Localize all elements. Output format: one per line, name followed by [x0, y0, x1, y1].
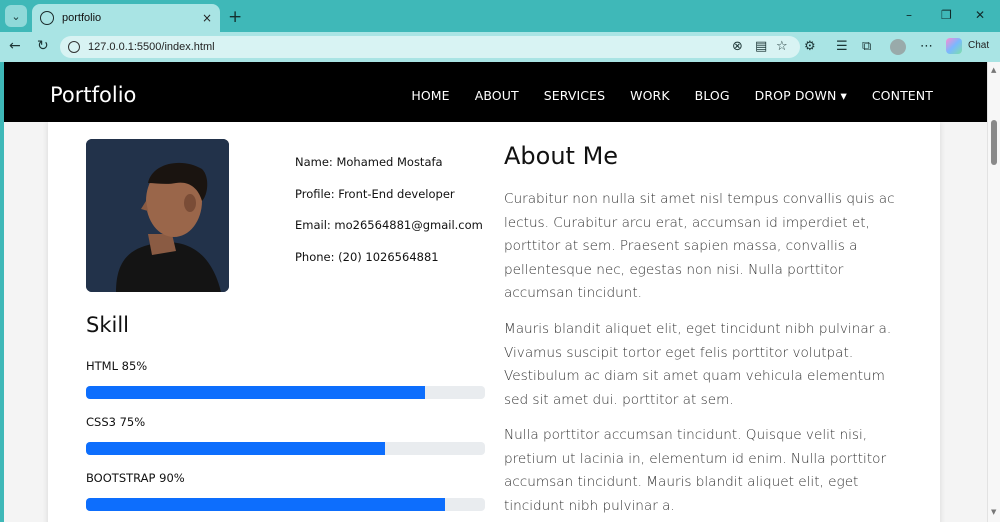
reader-view-icon[interactable]: ▤ [755, 39, 768, 54]
collections-icon[interactable]: ⧉ [862, 39, 872, 54]
skills-heading: Skill [86, 313, 129, 337]
profile-phone: Phone: (20) 1026564881 [295, 249, 439, 264]
skill-fill-css3 [86, 442, 385, 455]
skill-fill-bootstrap [86, 498, 445, 511]
site-info-icon[interactable] [68, 41, 80, 53]
skill-progress-css3 [86, 442, 485, 455]
profile-role: Profile: Front-End developer [295, 186, 455, 201]
favorite-star-icon[interactable]: ☆ [776, 39, 788, 54]
nav-dropdown[interactable]: DROP DOWN ▾ [754, 88, 847, 103]
browser-tab[interactable] [32, 4, 220, 32]
about-paragraph-3: Nulla porttitor accumsan tincidunt. Quisque velit nisi, pretium ut lacinia in, elementum id enim. Nulla porttitor accumsan tincidunt. Mauris blandit aliquet elit, eget tincidunt nibh pulvinar a. [504, 427, 887, 514]
skill-label-css3: CSS3 75% [86, 415, 146, 429]
tab-list-button[interactable] [5, 5, 27, 27]
url-field[interactable] [60, 36, 800, 58]
chat-button[interactable]: Chat [968, 40, 990, 51]
skill-label-html: HTML 85% [86, 359, 148, 373]
profile-name: Name: Mohamed Mostafa [295, 155, 443, 169]
tab-title: portfolio [62, 12, 102, 24]
favorites-icon[interactable]: ☰ [836, 39, 848, 54]
nav-home[interactable]: HOME [411, 88, 450, 103]
profile-info [295, 155, 483, 281]
close-window-button[interactable]: ✕ [975, 8, 986, 22]
extensions-icon[interactable]: ⚙ [804, 39, 816, 54]
nav-content[interactable]: CONTENT [871, 88, 933, 103]
scroll-down-icon[interactable]: ▼ [991, 508, 997, 516]
skill-fill-html [86, 386, 425, 399]
scroll-up-icon[interactable]: ▲ [991, 66, 997, 74]
about-card [48, 122, 940, 522]
copilot-icon[interactable] [946, 38, 962, 54]
about-paragraph-2: Mauris blandit aliquet elit, eget tincidunt nibh pulvinar a. Vivamus suscipit tortor eget felis porttitor volutpat. Vestibulum ac diam sit amet quam vehicula elementum sed sit amet dui. porttitor at sem. [504, 321, 892, 408]
nav-services[interactable]: SERVICES [543, 88, 606, 103]
about-paragraph-1: Curabitur non nulla sit amet nisl tempus convallis quis ac lectus. Curabitur arcu erat, accumsan id imperdiet et, porttitor at sem. Praesent sapien massa, convallis a pellentesque nec, egestas non nisi. Nulla porttitor accumsan tincidunt. [504, 191, 895, 302]
skill-progress-html [86, 386, 485, 399]
new-tab-button[interactable]: + [228, 7, 243, 27]
profile-photo [86, 139, 229, 292]
page-scrollbar[interactable] [987, 62, 1000, 522]
globe-icon [40, 11, 54, 25]
browser-tab-bar [0, 0, 1000, 32]
site-brand[interactable]: Portfolio [50, 83, 137, 107]
page-viewport [4, 62, 987, 522]
tab-close-icon[interactable]: × [201, 11, 212, 25]
nav-about[interactable]: ABOUT [474, 88, 519, 103]
profile-portrait [86, 139, 229, 292]
chevron-down-icon: ⌄ [11, 9, 21, 23]
nav-blog[interactable]: BLOG [694, 88, 730, 103]
scrollbar-thumb[interactable] [991, 120, 997, 165]
translate-icon[interactable]: ⊗ [732, 39, 743, 54]
more-menu-icon[interactable]: ⋯ [920, 39, 933, 54]
minimize-button[interactable]: – [906, 8, 912, 22]
profile-email: Email: mo26564881@gmail.com [295, 218, 483, 232]
restore-button[interactable]: ❐ [941, 8, 952, 22]
url-text: 127.0.0.1:5500/index.html [88, 41, 215, 53]
skill-progress-bootstrap [86, 498, 485, 511]
site-navbar [4, 62, 987, 122]
skill-label-bootstrap: BOOTSTRAP 90% [86, 471, 185, 485]
profile-avatar-icon[interactable] [890, 39, 906, 55]
reload-icon[interactable]: ↻ [37, 38, 49, 54]
nav-work[interactable]: WORK [630, 88, 670, 103]
back-arrow-icon[interactable]: ← [9, 38, 21, 54]
address-bar-row [0, 32, 1000, 62]
about-heading: About Me [504, 142, 619, 170]
nav-menu [386, 88, 933, 103]
